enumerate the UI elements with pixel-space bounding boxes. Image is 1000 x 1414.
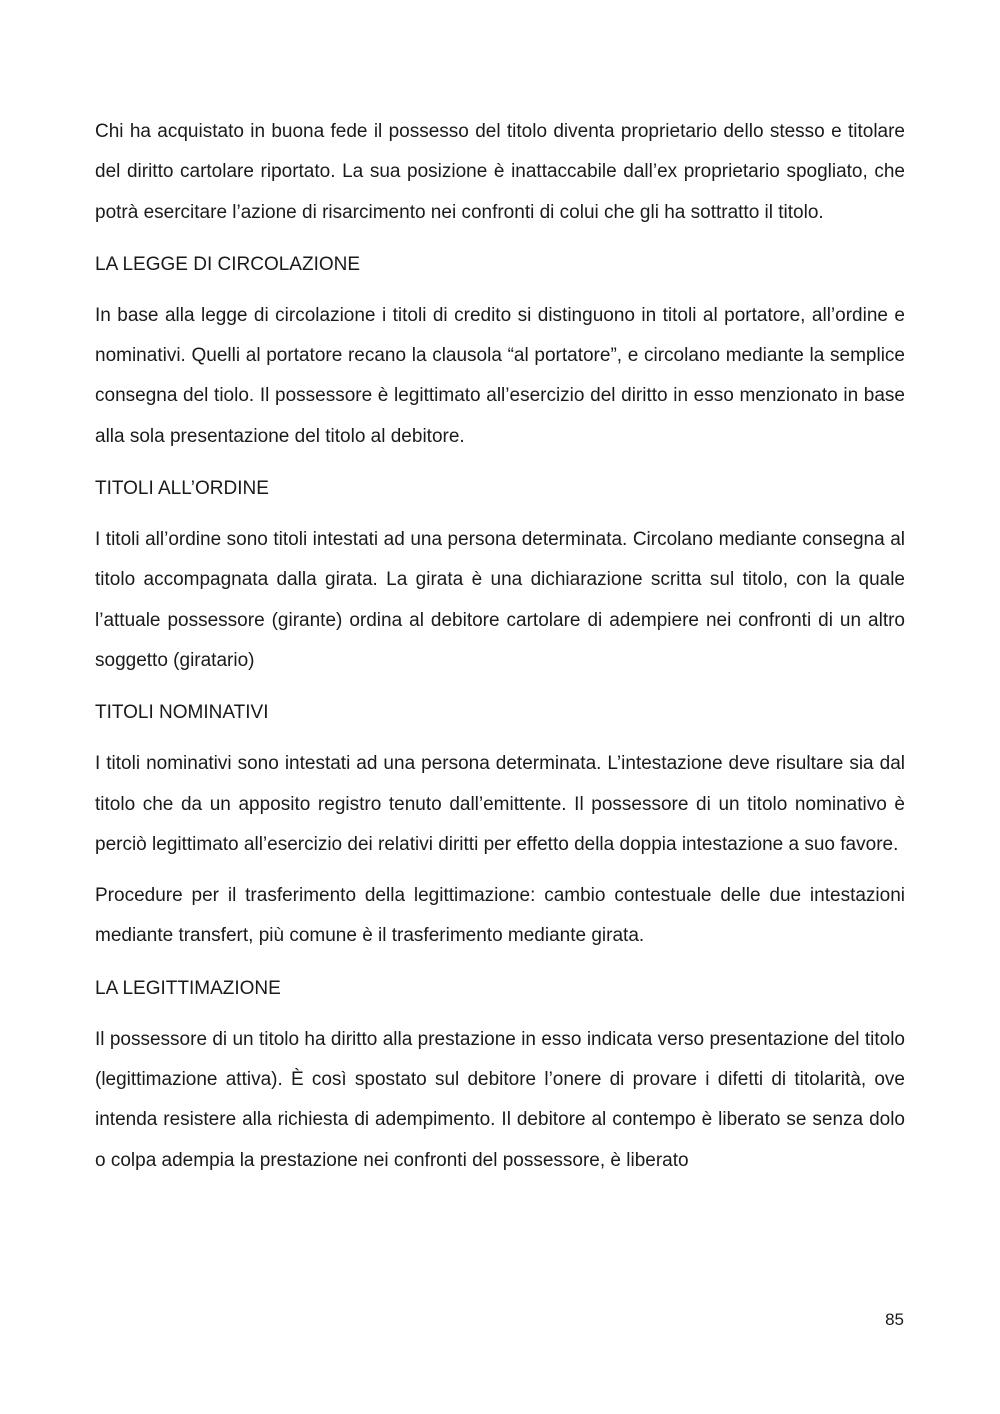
paragraph-acquisto-buona-fede: Chi ha acquistato in buona fede il possesso del titolo diventa proprietario dello stesso e titolare del diritto cartolare riportato. La sua posizione è inattaccabile dall’ex proprietario spogliato, che potrà esercitare l’azione di risarcimento nei confronti di colui che gli ha sottratto il titolo.: [95, 121, 905, 223]
heading-la-legittimazione: LA LEGITTIMAZIONE: [95, 977, 281, 999]
paragraph-procedure-trasferimento: Procedure per il trasferimento della legittimazione: cambio contestuale delle due intestazioni mediante transfert, più comune è il trasferimento mediante girata.: [95, 885, 905, 947]
paragraph-la-legittimazione: Il possessore di un titolo ha diritto alla prestazione in esso indicata verso presentazione del titolo (legittimazione attiva). È così spostato sul debitore l’onere di provare i difetti di titolarità, ove intenda resistere alla richiesta di adempimento. Il debitore al contempo è liberato se senza dolo o colpa adempia la prestazione nei confronti del possessore, è liberato: [95, 1028, 905, 1171]
page-number: 85: [885, 1310, 904, 1329]
paragraph-titoli-nominativi: I titoli nominativi sono intestati ad una persona determinata. L’intestazione deve risultare sia dal titolo che da un apposito registro tenuto dall’emittente. Il possessore di un titolo nominativo è perciò legittimato all’esercizio dei relativi diritti per effetto della doppia intestazione a suo favore.: [95, 753, 905, 855]
paragraph-legge-di-circolazione: In base alla legge di circolazione i titoli di credito si distinguono in titoli al portatore, all’ordine e nominativi. Quelli al portatore recano la clausola “al portatore”, e circolano mediante la semplice consegna del tiolo. Il possessore è legittimato all’esercizio del diritto in esso menzionato in base alla sola presentazione del titolo al debitore.: [95, 304, 905, 447]
heading-legge-di-circolazione: LA LEGGE DI CIRCOLAZIONE: [95, 253, 361, 275]
heading-titoli-nominativi: TITOLI NOMINATIVI: [95, 702, 269, 724]
page-body: [95, 112, 905, 1192]
heading-titoli-all-ordine: TITOLI ALL’ORDINE: [95, 478, 269, 500]
paragraph-titoli-all-ordine: I titoli all’ordine sono titoli intestati ad una persona determinata. Circolano mediante consegna al titolo accompagnata dalla girata. La girata è una dichiarazione scritta sul titolo, con la quale l’attuale possessore (girante) ordina al debitore cartolare di adempiere nei confronti di un altro soggetto (giratario): [95, 529, 905, 671]
